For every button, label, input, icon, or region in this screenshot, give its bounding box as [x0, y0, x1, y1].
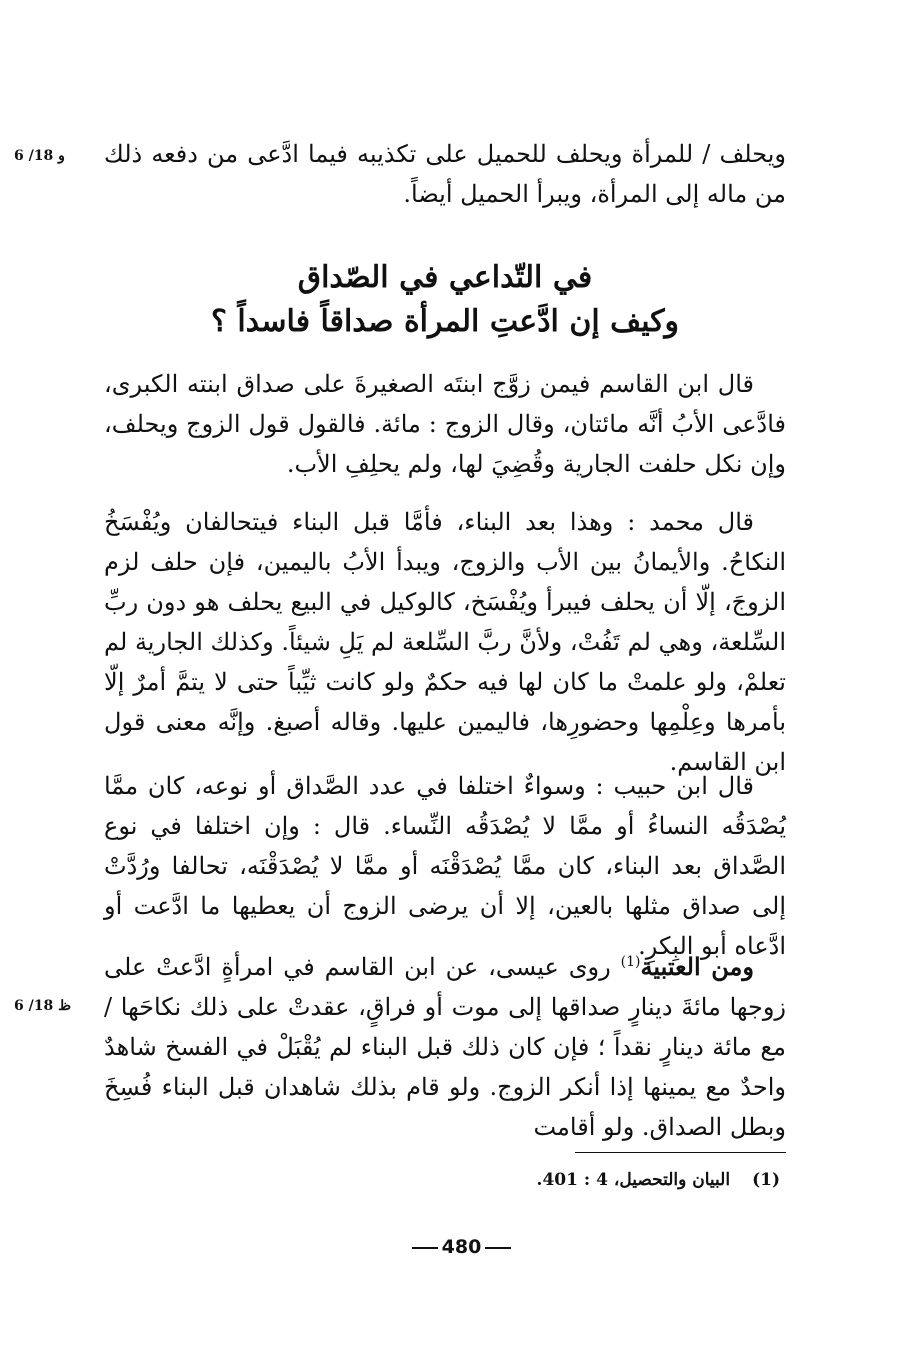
heading-line-2: وكيف إن ادَّعتِ المرأة صداقاً فاسداً ؟: [210, 304, 680, 339]
paragraph-1: [104, 364, 786, 484]
heading-line-1: في التّداعي في الصّداق: [297, 260, 593, 295]
margin-folio-ref-lower: 6 /18 ظ: [14, 998, 72, 1014]
paragraph-2: [104, 502, 786, 782]
footnote-reference: (1): [620, 954, 641, 970]
section-heading: [104, 256, 786, 344]
footnote: [380, 1170, 780, 1190]
paragraph-text: قال ابن حبيب : وسواءٌ اختلفا في عدد الصَّداق أو نوعه، كان ممَّا يُصْدَقُه النساءُ أو ممَّا لا يُصْدَقُه النِّساء. قال : وإن اختلفا في نوع الصَّداق بعد البناء، كان ممَّا يُصْدَقْنَه أو ممَّا لا يُصْدَقْنَه، تحالفا ورُدَّتْ إلى صداق مثلها بالعين، إلا أن يرضى الزوج أن يعطيها ما ادَّعت أو ادَّعاه أبو البِكرِ.: [104, 772, 786, 960]
paragraph-body: روى عيسى، عن ابن القاسم في امرأةٍ ادَّعتْ على زوجها مائةَ دينارٍ صداقها إلى موت أو فراقٍ، عقدتْ على ذلك نكاحَها / مع مائة دينارٍ نقداً ؛ فإن كان ذلك قبل البناء لم يُقْبَلْ في الفسخ شاهدٌ واحدٌ مع يمينها إذا أنكر الزوج. ولو قام بذلك شاهدان قبل البناء فُسِخَ وبطل الصداق. ولو أقامت: [104, 953, 786, 1141]
page-number: [0, 1236, 923, 1258]
paragraph-3: [104, 766, 786, 966]
margin-folio-ref-top: 6 /18 و: [14, 148, 65, 164]
footnote-marker: (1): [752, 1170, 780, 1190]
paragraph-text: قال محمد : وهذا بعد البناء، فأمَّا قبل البناء فيتحالفان ويُفْسَخُ النكاحُ. والأيمانُ بين الأب والزوج، ويبدأ الأبُ باليمين، فإن حلف لزم الزوجَ، إلّا أن يحلف فيبرأ ويُفْسَخ، كالوكيل في البيع يحلف هو دون ربِّ السِّلعة، وهي لم تَفُتْ، ولأنَّ ربَّ السِّلعة لم يَلِ شيئاً. وكذلك الجارية لم تعلمْ، ولو علمتْ ما كان لها فيه حكمٌ ولو كانت ثيِّباً حتى لا يتمَّ أمرٌ إلّا بأمرها وعِلْمِها وحضورِها، فاليمين عليها. وقاله أصبغ. وإنَّه معنى قول ابن القاسم.: [104, 508, 786, 776]
source-title-bold: ومن العتبية: [640, 952, 754, 981]
page-number-value: 480: [441, 1236, 482, 1258]
dash-left: [412, 1247, 438, 1249]
top-continuation-text: [104, 134, 786, 214]
footnote-text: البيان والتحصيل، 4 : 401.: [536, 1170, 731, 1190]
paragraph-text: [104, 942, 786, 1147]
paragraph-4: [104, 942, 786, 1147]
paragraph-text: قال ابن القاسم فيمن زوَّج ابنتَه الصغيرةَ على صداق ابنته الكبرى، فادَّعى الأبُ أنَّه مائتان، وقال الزوج : مائة. فالقول قول الزوج ويحلف، وإن نكل حلفت الجارية وقُضِيَ لها، ولم يحلِفِ الأب.: [104, 370, 786, 478]
continuation-paragraph: ويحلف / للمرأة ويحلف للحميل على تكذيبه فيما ادَّعى من دفعه ذلك من ماله إلى المرأة، ويبرأ الحميل أيضاً.: [104, 140, 786, 208]
footnote-separator-rule: [575, 1152, 786, 1153]
dash-right: [485, 1247, 511, 1249]
